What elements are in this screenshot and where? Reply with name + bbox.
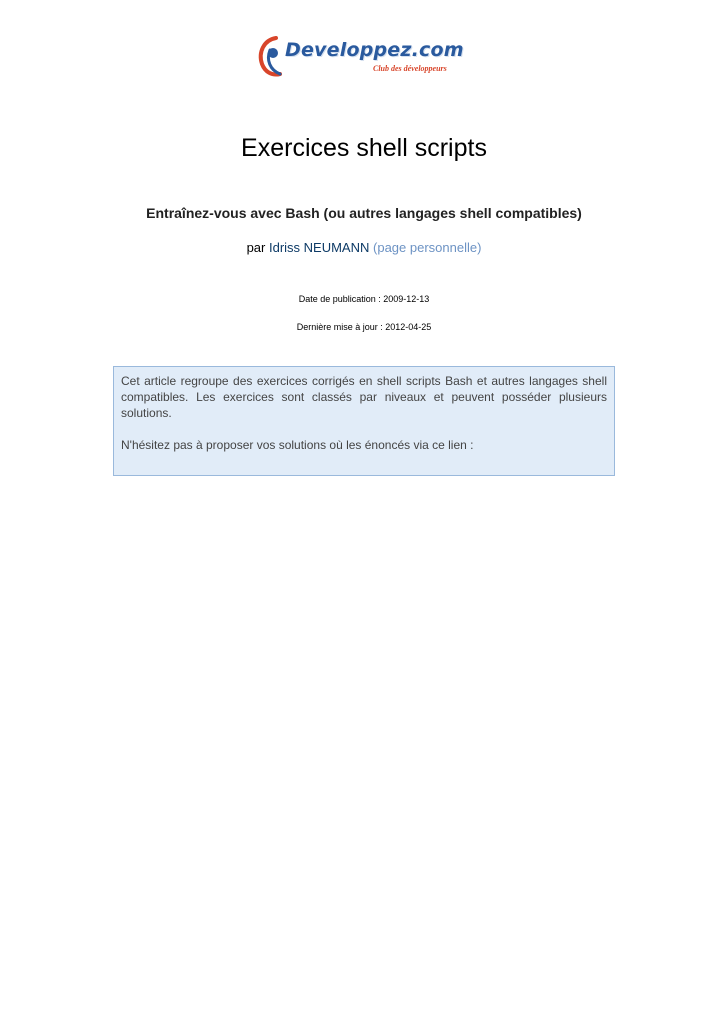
logo-tagline: Club des développeurs (373, 64, 447, 73)
publication-date: Date de publication : 2009-12-13 (298, 294, 430, 304)
logo-wordmark: Developpez.com (285, 39, 464, 61)
logo-emblem-icon (256, 34, 288, 80)
last-update-date: Dernière mise à jour : 2012-04-25 (296, 322, 432, 332)
document-subtitle: Entraînez-vous avec Bash (ou autres langages shell compatibles) (146, 205, 582, 221)
abstract-box (113, 366, 615, 476)
author-prefix: par (246, 240, 266, 255)
author-homepage-link[interactable]: (page personnelle) (373, 240, 482, 255)
abstract-paragraph: Cet article regroupe des exercices corrigés en shell scripts Bash et autres langages shell compatibles. Les exercices sont classés par niveaux et peuvent posséder plusieurs solutions. (121, 374, 607, 420)
feedback-paragraph: N'hésitez pas à proposer vos solutions où les énoncés via ce lien : (121, 438, 474, 452)
author-name-link[interactable]: Idriss NEUMANN (268, 240, 370, 255)
developpez-logo (256, 34, 464, 80)
author-line (0, 240, 728, 255)
document-title: Exercices shell scripts (241, 134, 487, 162)
